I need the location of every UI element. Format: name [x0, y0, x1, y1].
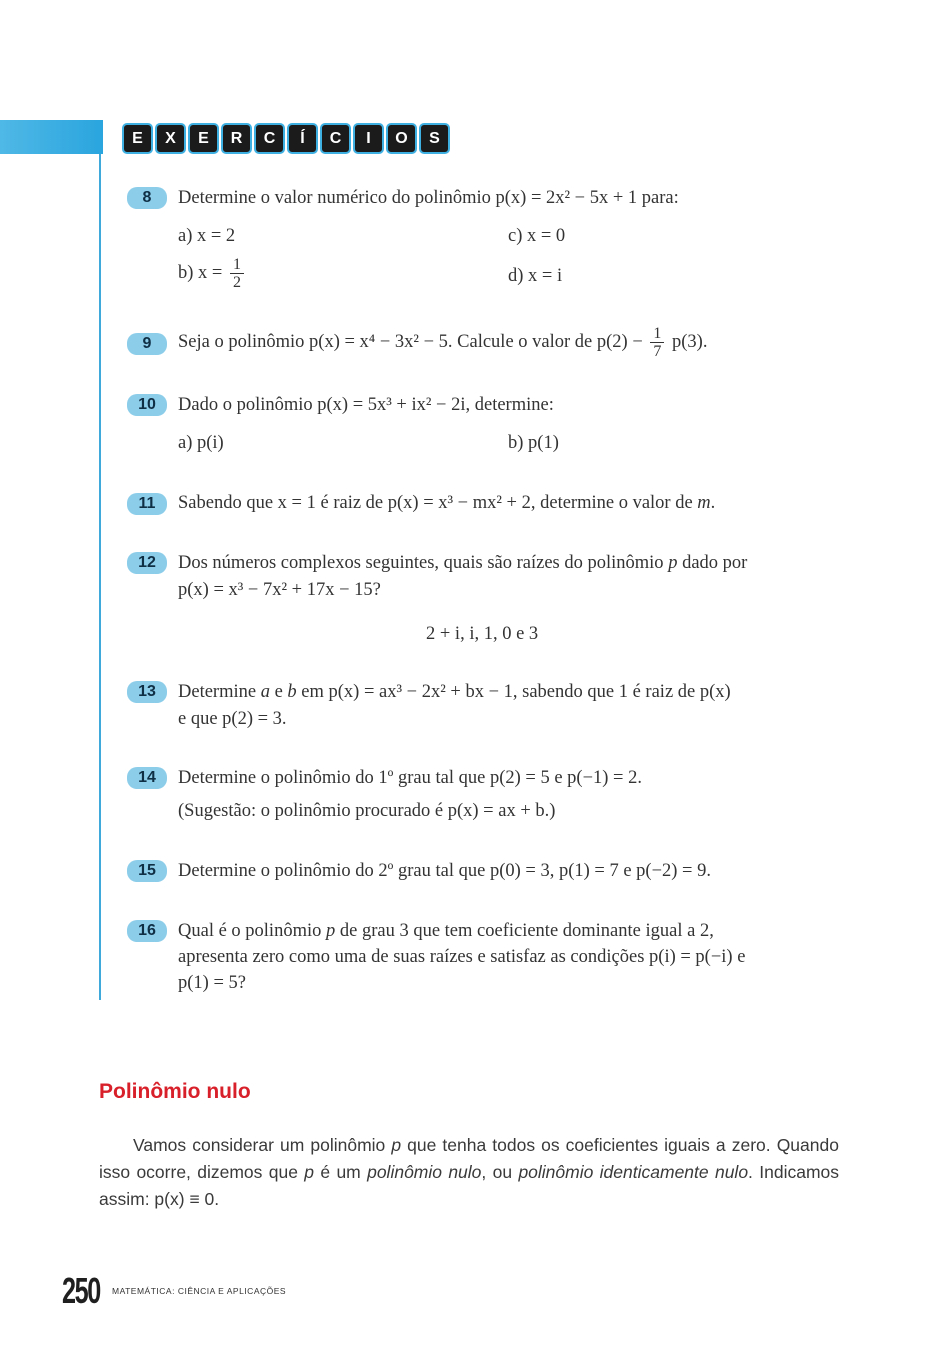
banner-letter: I [353, 123, 384, 154]
item-b: b) p(1) [508, 433, 559, 453]
banner-letter: X [155, 123, 186, 154]
exercise-number: 12 [127, 552, 167, 574]
statement-text: e [274, 682, 283, 702]
statement-line-2: e que p(2) = 3. [178, 709, 287, 729]
banner-letter: Í [287, 123, 318, 154]
accent-bar [0, 120, 103, 154]
section-paragraph [99, 1132, 839, 1213]
fraction-numerator: 1 [650, 325, 664, 343]
exercise-statement [178, 491, 715, 516]
statement-line-2: apresenta zero como uma de suas raízes e satisfaz as condições p(i) = p(−i) e [178, 947, 746, 967]
item-d: d) x = i [508, 266, 563, 286]
statement-text: de grau 3 que tem coeficiente dominante igual a 2, [339, 921, 714, 941]
exercise-statement: Determine o polinômio do 2º grau tal que p(0) = 3, p(1) = 7 e p(−2) = 9. [178, 861, 711, 881]
paragraph-text: . Indicamos assim: p(x) ≡ 0. [99, 1162, 839, 1209]
exercise-statement [178, 325, 707, 360]
variable-p: p [668, 553, 678, 573]
statement-text: Qual é o polinômio [178, 921, 322, 941]
statement-text-end: p(3). [672, 331, 708, 352]
polynomial-definition: p(x) = x³ − 7x² + 17x − 15? [178, 580, 381, 600]
banner-letter: O [386, 123, 417, 154]
variable-p: p [325, 921, 336, 941]
exercise-number: 8 [127, 187, 167, 209]
exercise-number: 13 [127, 681, 167, 703]
exercise-number: 11 [127, 493, 167, 515]
book-title: MATEMÁTICA: CIÊNCIA E APLICAÇÕES [112, 1286, 287, 1296]
exercise-statement [178, 551, 747, 576]
statement-text: Sabendo que x = 1 é raiz de p(x) = x³ − mx² + 2, determine o valor de [178, 493, 693, 513]
fraction-denominator: 2 [232, 274, 241, 291]
item-a: a) x = 2 [178, 226, 236, 246]
banner-letter: E [188, 123, 219, 154]
paragraph-text: Vamos considerar um polinômio [133, 1135, 386, 1155]
term-polinomio-nulo: polinômio nulo [367, 1162, 482, 1182]
exercise-number: 10 [127, 394, 167, 416]
exercise-number: 14 [127, 767, 167, 789]
banner-letter: C [320, 123, 351, 154]
paragraph-text: é um [320, 1162, 361, 1182]
candidate-roots: 2 + i, i, 1, 0 e 3 [426, 624, 539, 644]
term-identicamente-nulo: polinômio identicamente nulo [518, 1162, 749, 1182]
exercise-number: 15 [127, 860, 167, 882]
exercise-number: 9 [127, 333, 167, 355]
exercise-statement: Determine o polinômio do 1º grau tal que p(2) = 5 e p(−1) = 2. [178, 768, 642, 788]
item-b-label: b) x = [178, 262, 223, 283]
banner-letter: S [419, 123, 450, 154]
variable-p: p [391, 1135, 402, 1155]
exercise-statement: Determine o valor numérico do polinômio p(x) = 2x² − 5x + 1 para: [178, 188, 679, 208]
exercicios-banner [122, 120, 450, 154]
variable-a: a [260, 682, 270, 702]
variable-b: b [287, 682, 297, 702]
fraction-numerator: 1 [230, 256, 244, 274]
banner-letter: E [122, 123, 153, 154]
paragraph-text: que tenha todos os coeficientes iguais a zero. Quando isso ocorre, dizemos que [99, 1135, 839, 1182]
paragraph-text: , ou [481, 1162, 513, 1182]
suggestion: (Sugestão: o polinômio procurado é p(x) = ax + b.) [178, 801, 556, 821]
page-number: 250 [62, 1270, 100, 1311]
item-c: c) x = 0 [508, 226, 566, 246]
exercise-statement [178, 919, 714, 944]
exercise-statement: Dado o polinômio p(x) = 5x³ + ix² − 2i, determine: [178, 395, 554, 415]
statement-text: Dos números complexos seguintes, quais são raízes do polinômio [178, 553, 664, 573]
banner-letter: C [254, 123, 285, 154]
statement-text: Seja o polinômio p(x) = x⁴ − 3x² − 5. Calcule o valor de p(2) − [178, 331, 643, 352]
section-title: Polinômio nulo [99, 1080, 251, 1103]
fraction-denominator: 7 [653, 343, 662, 360]
statement-text: em p(x) = ax³ − 2x² + bx − 1, sabendo que 1 é raiz de p(x) [301, 682, 731, 702]
banner-letter: R [221, 123, 252, 154]
margin-rule [99, 154, 101, 1000]
exercise-statement [178, 680, 731, 705]
fraction [650, 325, 664, 360]
variable-p: p [304, 1162, 315, 1182]
statement-text: Determine [178, 682, 257, 702]
fraction [230, 256, 244, 291]
statement-period: . [710, 493, 716, 513]
variable-m: m [697, 493, 711, 513]
exercise-number: 16 [127, 920, 167, 942]
statement-line-3: p(1) = 5? [178, 973, 246, 993]
item-a: a) p(i) [178, 433, 224, 453]
item-b [178, 256, 247, 291]
statement-text-end: dado por [682, 553, 748, 573]
